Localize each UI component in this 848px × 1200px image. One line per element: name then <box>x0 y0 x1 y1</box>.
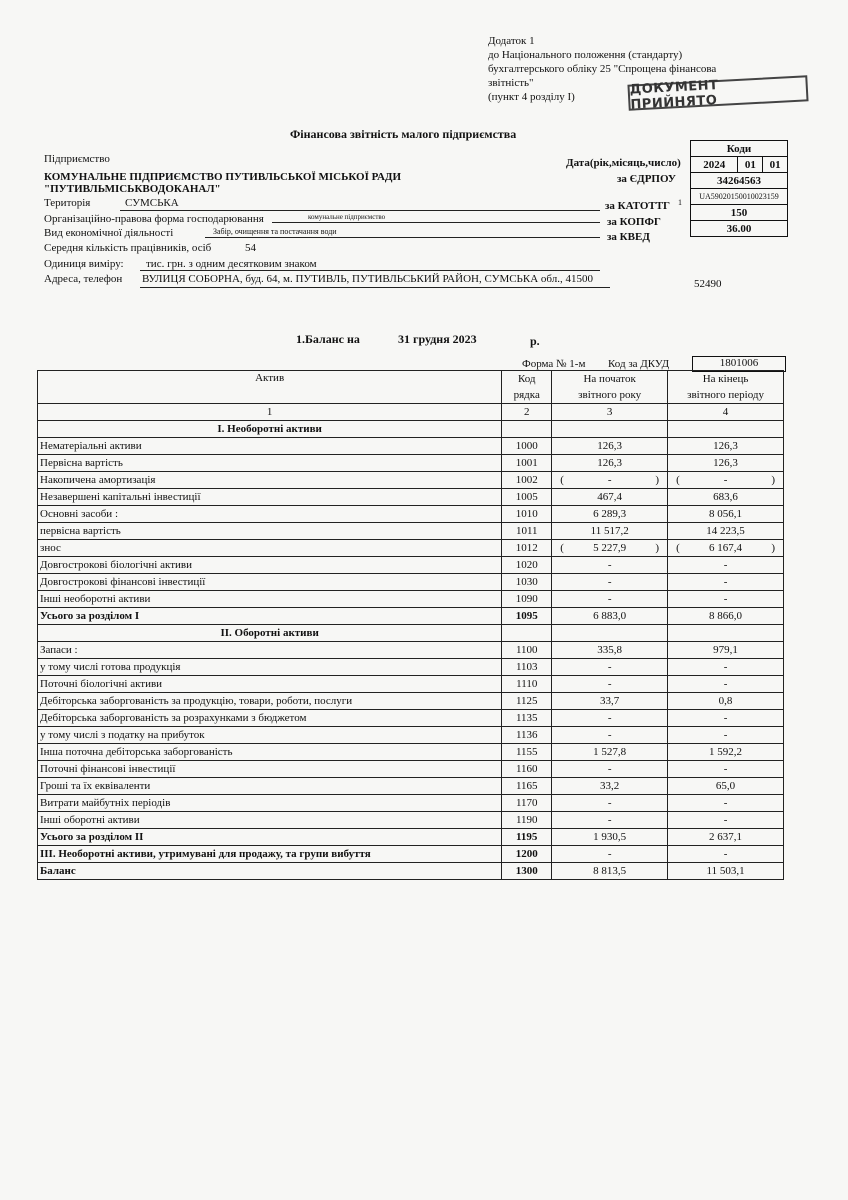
territory-label: Територія <box>44 197 91 209</box>
table-row <box>38 506 784 523</box>
row-label: Інша поточна дебіторська заборгованість <box>38 744 502 761</box>
start-value: - <box>552 710 668 727</box>
row-code: 1002 <box>502 472 552 489</box>
end-value: 14 223,5 <box>668 523 784 540</box>
table-row <box>38 829 784 846</box>
address-label: Адреса, телефон <box>44 273 123 285</box>
end-value: - <box>668 659 784 676</box>
end-value: - <box>668 795 784 812</box>
kopfg-label: за КОПФГ <box>607 216 661 228</box>
start-value: 126,3 <box>552 438 668 455</box>
colnum-1: 1 <box>38 404 502 421</box>
start-value: 8 813,5 <box>552 863 668 880</box>
row-label: Поточні фінансові інвестиції <box>38 761 502 778</box>
company-name-line1: КОМУНАЛЬНЕ ПІДПРИЄМСТВО ПУТИВЛЬСЬКОЇ МІСЬКОЇ РАДИ <box>44 171 402 183</box>
end-value: 683,6 <box>668 489 784 506</box>
company-label: Підприємство <box>44 153 110 165</box>
row-label: Усього за розділом II <box>38 829 502 846</box>
balance-table <box>37 370 784 880</box>
katottg-mark: 1 <box>678 198 682 207</box>
colnum-3: 3 <box>552 404 668 421</box>
date-year: 2024 <box>691 157 738 173</box>
row-label: Гроші та їх еквіваленти <box>38 778 502 795</box>
codes-header: Коди <box>691 141 788 157</box>
row-code: 1170 <box>502 795 552 812</box>
territory-value: СУМСЬКА <box>125 197 179 209</box>
table-row <box>38 727 784 744</box>
row-code: 1020 <box>502 557 552 574</box>
header-end-line2: звітного періоду <box>668 387 784 404</box>
end-value: - <box>668 574 784 591</box>
start-value: - <box>552 846 668 863</box>
row-code: 1195 <box>502 829 552 846</box>
end-value: - <box>668 591 784 608</box>
end-value: - <box>668 710 784 727</box>
end-value: - <box>668 846 784 863</box>
header-code: Код <box>502 371 552 388</box>
address-underline <box>140 287 610 288</box>
end-value: 11 503,1 <box>668 863 784 880</box>
balance-suffix: р. <box>530 334 540 348</box>
row-code: 1010 <box>502 506 552 523</box>
codes-table <box>690 140 788 237</box>
start-value: 126,3 <box>552 455 668 472</box>
form-label: Форма № 1-м <box>522 358 586 370</box>
row-label: Витрати майбутніх періодів <box>38 795 502 812</box>
date-day: 01 <box>763 157 788 173</box>
colnum-2: 2 <box>502 404 552 421</box>
kopfg-code: 150 <box>691 205 788 221</box>
table-row <box>38 642 784 659</box>
section-title: II. Оборотні активи <box>38 625 502 642</box>
table-row <box>38 761 784 778</box>
row-code: 1136 <box>502 727 552 744</box>
start-value: 6 883,0 <box>552 608 668 625</box>
empty-cell <box>552 421 668 438</box>
start-value: 33,2 <box>552 778 668 795</box>
empty-cell <box>668 421 784 438</box>
row-label: Баланс <box>38 863 502 880</box>
phone-value: 52490 <box>694 278 722 290</box>
start-value: - <box>552 727 668 744</box>
row-code: 1155 <box>502 744 552 761</box>
end-value: - <box>668 761 784 778</box>
activity-underline <box>205 237 600 238</box>
edrpou-code: 34264563 <box>691 173 788 189</box>
row-code: 1012 <box>502 540 552 557</box>
employees-label: Середня кількість працівників, осіб <box>44 242 212 254</box>
end-value: 126,3 <box>668 438 784 455</box>
start-value: 335,8 <box>552 642 668 659</box>
table-row <box>38 438 784 455</box>
row-label: Незавершені капітальні інвестиції <box>38 489 502 506</box>
row-label: у тому числі готова продукція <box>38 659 502 676</box>
document-title: Фінансова звітність малого підприємства <box>290 127 517 141</box>
table-row <box>38 846 784 863</box>
row-code: 1011 <box>502 523 552 540</box>
end-value: - <box>668 676 784 693</box>
table-row <box>38 489 784 506</box>
table-row <box>38 676 784 693</box>
start-value: - <box>552 659 668 676</box>
table-row <box>38 472 784 489</box>
row-code: 1190 <box>502 812 552 829</box>
appendix-line: (пункт 4 розділу I) <box>488 91 575 103</box>
appendix-line: звітність" <box>488 77 534 89</box>
row-label: Довгострокові біологічні активи <box>38 557 502 574</box>
section-row <box>38 421 784 438</box>
end-value: 1 592,2 <box>668 744 784 761</box>
row-code: 1000 <box>502 438 552 455</box>
end-value: 979,1 <box>668 642 784 659</box>
table-row <box>38 659 784 676</box>
table-row <box>38 744 784 761</box>
accepted-stamp: ДОКУМЕНТ ПРИЙНЯТО <box>627 75 808 110</box>
appendix-line: до Національного положення (стандарту) <box>488 49 683 61</box>
table-row <box>38 778 784 795</box>
start-value: 33,7 <box>552 693 668 710</box>
start-value: ( 5 227,9 ) <box>552 540 668 557</box>
row-label: Первісна вартість <box>38 455 502 472</box>
row-label: Інші оборотні активи <box>38 812 502 829</box>
header-end: На кінець <box>668 371 784 388</box>
kved-label: за КВЕД <box>607 231 650 243</box>
row-label: Накопичена амортизація <box>38 472 502 489</box>
table-row <box>38 693 784 710</box>
balance-date: 31 грудня 2023 <box>398 332 477 346</box>
dkud-code: 1801006 <box>692 356 786 372</box>
row-label: Інші необоротні активи <box>38 591 502 608</box>
row-label: Дебіторська заборгованість за продукцію, товари, роботи, послуги <box>38 693 502 710</box>
header-asset: Актив <box>38 371 502 404</box>
end-value: 8 056,1 <box>668 506 784 523</box>
row-code: 1135 <box>502 710 552 727</box>
start-value: - <box>552 761 668 778</box>
table-row <box>38 523 784 540</box>
table-row <box>38 863 784 880</box>
end-value: 8 866,0 <box>668 608 784 625</box>
end-value: 2 637,1 <box>668 829 784 846</box>
address-value: ВУЛИЦЯ СОБОРНА, буд. 64, м. ПУТИВЛЬ, ПУТИВЛЬСЬКИЙ РАЙОН, СУМСЬКА обл., 41500 <box>142 273 593 285</box>
start-value: - <box>552 557 668 574</box>
activity-value: Забір, очищення та постачання води <box>213 227 337 236</box>
unit-underline <box>140 270 600 271</box>
end-value: 126,3 <box>668 455 784 472</box>
row-code: 1001 <box>502 455 552 472</box>
legal-form-value: комунальне підприємство <box>308 213 386 221</box>
activity-label: Вид економічної діяльності <box>44 227 174 239</box>
balance-heading: 1.Баланс на <box>296 332 360 346</box>
table-row <box>38 557 784 574</box>
unit-label: Одиниця виміру: <box>44 258 124 270</box>
row-code: 1103 <box>502 659 552 676</box>
table-row <box>38 795 784 812</box>
start-value: ( - ) <box>552 472 668 489</box>
legal-form-underline <box>272 222 600 223</box>
header-start: На початок <box>552 371 668 388</box>
colnum-4: 4 <box>668 404 784 421</box>
start-value: - <box>552 812 668 829</box>
company-name-line2: "ПУТИВЛЬМІСЬКВОДОКАНАЛ" <box>44 183 221 195</box>
dkud-label: Код за ДКУД <box>608 358 670 370</box>
header-code-line2: рядка <box>502 387 552 404</box>
row-label: первісна вартість <box>38 523 502 540</box>
start-value: 1 527,8 <box>552 744 668 761</box>
row-code: 1200 <box>502 846 552 863</box>
header-start-line2: звітного року <box>552 387 668 404</box>
section-title: I. Необоротні активи <box>38 421 502 438</box>
date-label: Дата(рік,місяць,число) <box>566 157 681 169</box>
kved-code: 36.00 <box>691 221 788 237</box>
employees-value: 54 <box>245 242 256 254</box>
edrpou-label: за ЄДРПОУ <box>617 173 676 185</box>
end-value: 0,8 <box>668 693 784 710</box>
row-code: 1005 <box>502 489 552 506</box>
start-value: 467,4 <box>552 489 668 506</box>
table-row <box>38 710 784 727</box>
start-value: - <box>552 591 668 608</box>
row-label: Запаси : <box>38 642 502 659</box>
katottg-label: за КАТОТТГ <box>605 200 671 212</box>
territory-underline <box>120 210 600 211</box>
row-label: Дебіторська заборгованість за розрахунками з бюджетом <box>38 710 502 727</box>
empty-cell <box>502 625 552 642</box>
empty-cell <box>502 421 552 438</box>
end-value: - <box>668 727 784 744</box>
table-row <box>38 812 784 829</box>
row-code: 1090 <box>502 591 552 608</box>
start-value: 1 930,5 <box>552 829 668 846</box>
row-code: 1165 <box>502 778 552 795</box>
section-row <box>38 625 784 642</box>
row-label: Довгострокові фінансові інвестиції <box>38 574 502 591</box>
end-value: ( - ) <box>668 472 784 489</box>
row-code: 1110 <box>502 676 552 693</box>
start-value: - <box>552 676 668 693</box>
table-row <box>38 540 784 557</box>
start-value: - <box>552 574 668 591</box>
row-code: 1030 <box>502 574 552 591</box>
row-label: знос <box>38 540 502 557</box>
date-month: 01 <box>738 157 763 173</box>
row-label: Основні засоби : <box>38 506 502 523</box>
table-row <box>38 591 784 608</box>
katottg-code: UA59020150010023159 <box>691 189 788 205</box>
row-code: 1125 <box>502 693 552 710</box>
start-value: 6 289,3 <box>552 506 668 523</box>
empty-cell <box>552 625 668 642</box>
unit-value: тис. грн. з одним десятковим знаком <box>146 258 317 270</box>
row-label: III. Необоротні активи, утримувані для продажу, та групи вибуття <box>38 846 502 863</box>
appendix-line: бухгалтерського обліку 25 "Спрощена фінансова <box>488 63 717 75</box>
row-label: Усього за розділом I <box>38 608 502 625</box>
appendix-line: Додаток 1 <box>488 35 535 47</box>
start-value: 11 517,2 <box>552 523 668 540</box>
row-code: 1095 <box>502 608 552 625</box>
row-label: у тому числі з податку на прибуток <box>38 727 502 744</box>
legal-form-label: Організаційно-правова форма господарювання <box>44 213 264 225</box>
row-code: 1300 <box>502 863 552 880</box>
row-label: Поточні біологічні активи <box>38 676 502 693</box>
end-value: - <box>668 557 784 574</box>
end-value: ( 6 167,4 ) <box>668 540 784 557</box>
end-value: 65,0 <box>668 778 784 795</box>
start-value: - <box>552 795 668 812</box>
end-value: - <box>668 812 784 829</box>
row-code: 1160 <box>502 761 552 778</box>
row-code: 1100 <box>502 642 552 659</box>
row-label: Нематеріальні активи <box>38 438 502 455</box>
empty-cell <box>668 625 784 642</box>
table-row <box>38 608 784 625</box>
table-row <box>38 455 784 472</box>
table-row <box>38 574 784 591</box>
